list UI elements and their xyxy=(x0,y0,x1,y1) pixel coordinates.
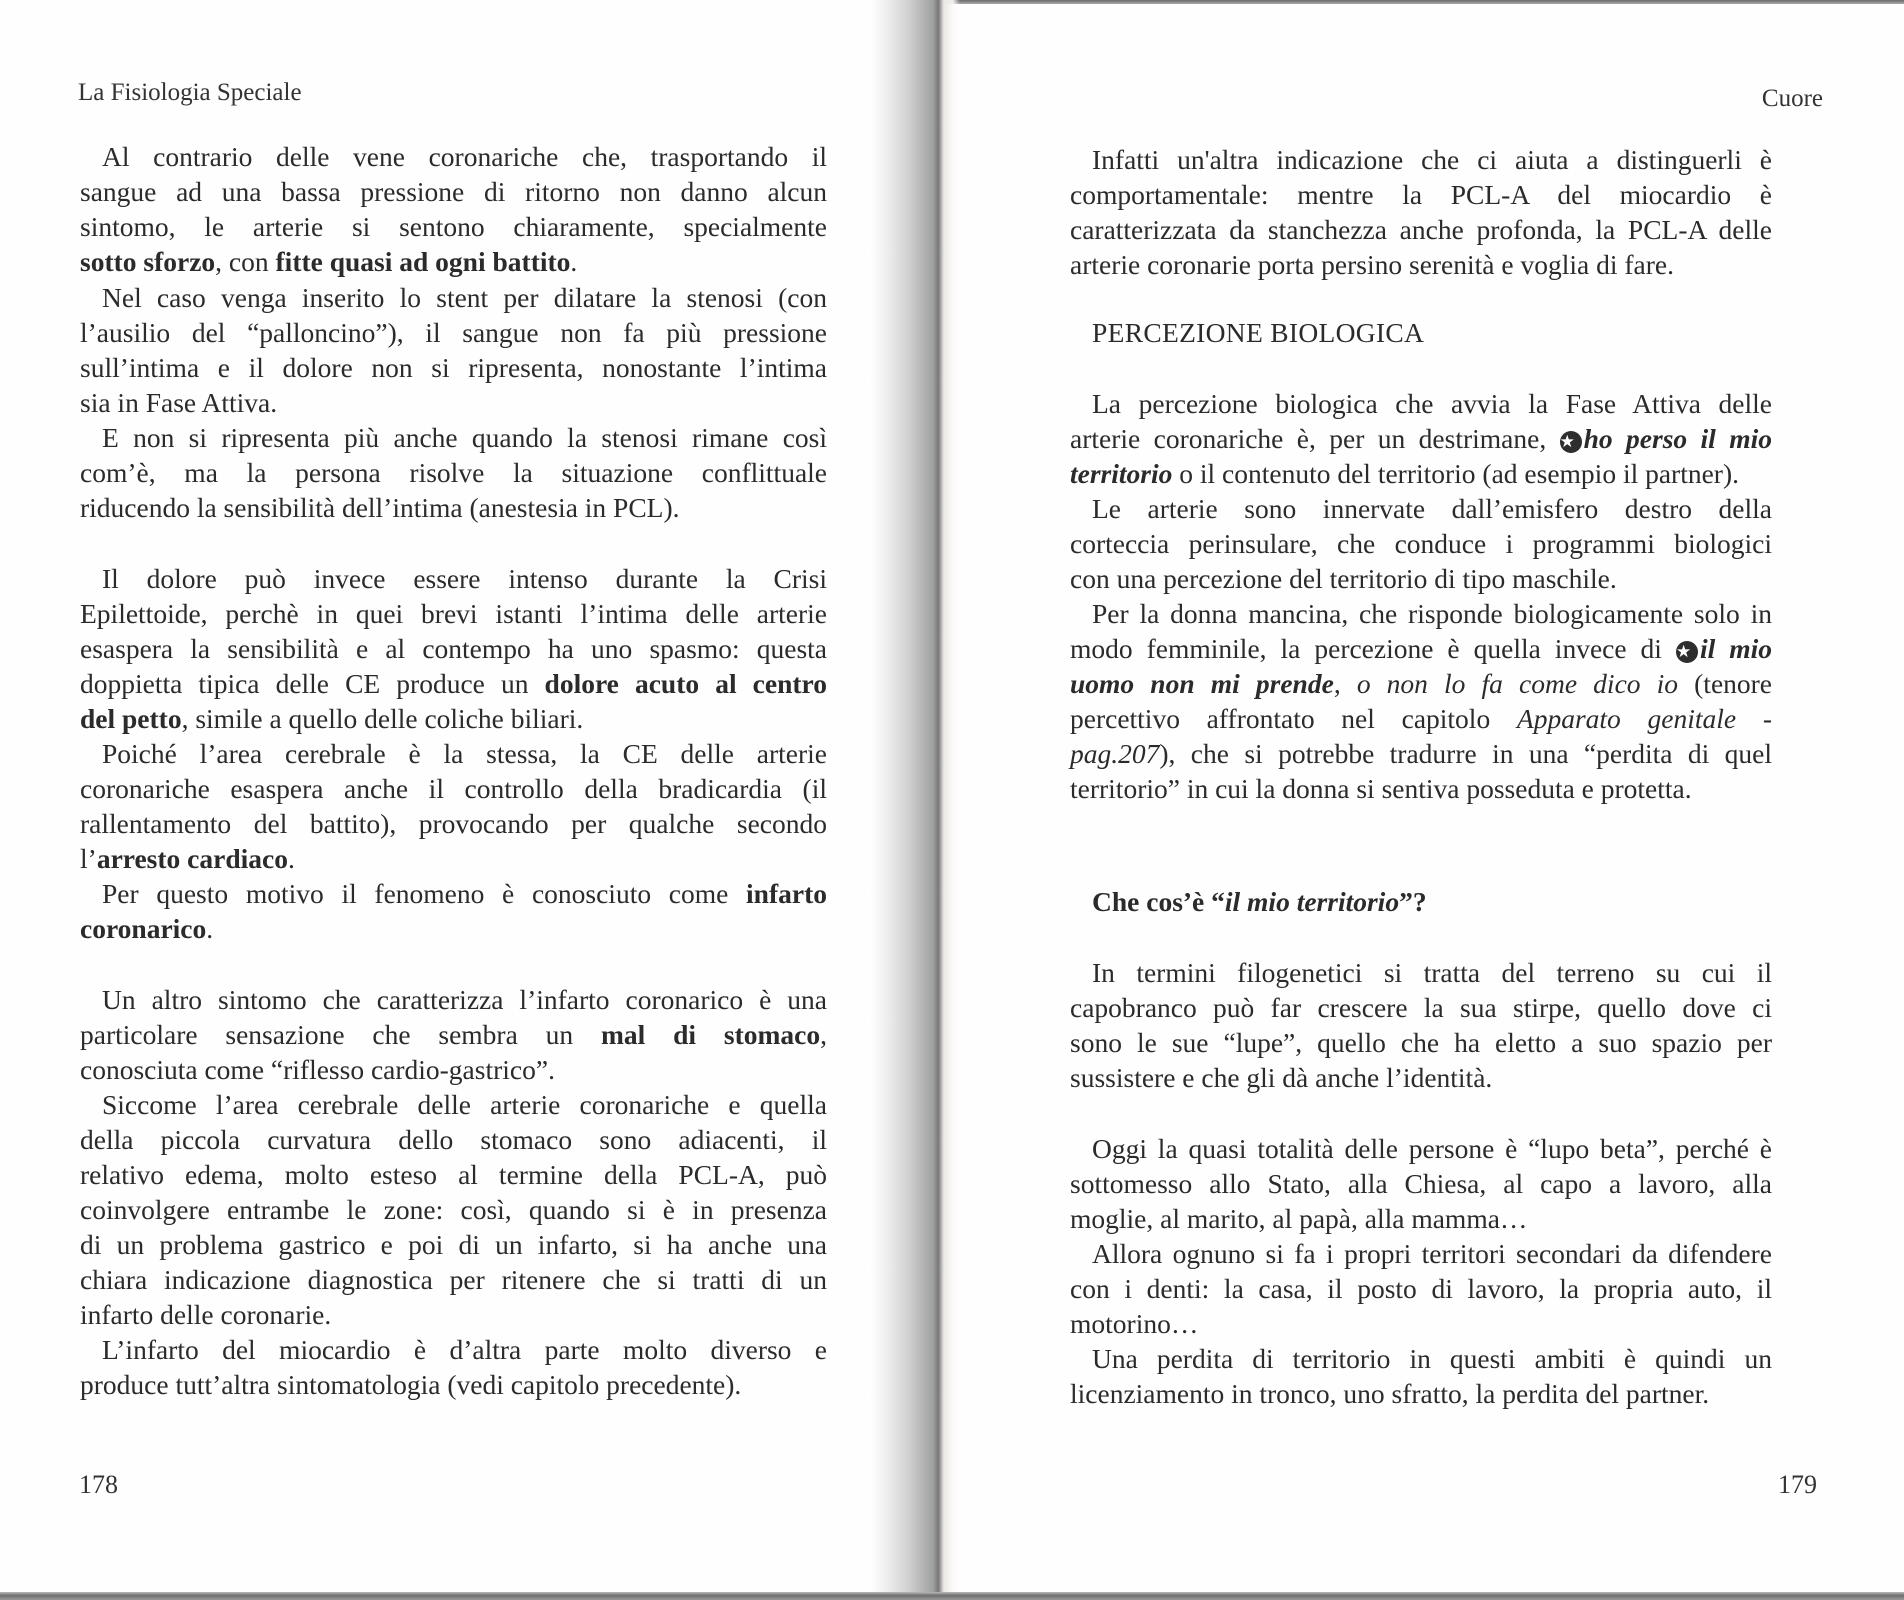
text-run: conosciuta come “riflesso cardio-gastrico”. xyxy=(80,1054,555,1085)
emphasis-text: dolore acuto al centro xyxy=(544,668,827,699)
emphasis-text: sotto sforzo xyxy=(80,246,216,277)
text-run: . xyxy=(287,843,295,874)
text-line xyxy=(80,807,827,841)
star-circle-icon: ★ xyxy=(1676,641,1698,663)
text-run: Per questo motivo il fenomeno è conosciuto come xyxy=(102,878,747,909)
text-line xyxy=(1070,178,1772,212)
text-run: comportamentale: mentre la PCL-A del miocardio è xyxy=(1070,179,1772,210)
text-run: Poiché l’area cerebrale è la stessa, la CE delle arterie xyxy=(102,738,827,769)
text-run: arterie coronariche è, per un destrimane, xyxy=(1070,423,1560,454)
text-line xyxy=(80,1368,827,1402)
emphasis-text: ”? xyxy=(1399,886,1427,917)
text-run: . xyxy=(206,913,214,944)
text-line xyxy=(1070,1132,1772,1166)
text-line xyxy=(80,421,827,455)
text-run: l’ xyxy=(80,843,97,874)
page-number-left: 178 xyxy=(79,1470,118,1499)
running-head-right: Cuore xyxy=(1761,85,1823,112)
text-run: licenziamento in tronco, uno sfratto, la perdita del partner. xyxy=(1070,1378,1710,1409)
text-run: arterie coronarie porta persino serenità e voglia di fare. xyxy=(1070,249,1674,280)
text-run: doppietta tipica delle CE produce un xyxy=(80,668,545,699)
text-run: sull’intima e il dolore non si ripresenta, nonostante l’intima xyxy=(80,352,827,383)
running-head-left: La Fisiologia Speciale xyxy=(78,79,302,106)
text-run: sangue ad una bassa pressione di ritorno non danno alcun xyxy=(80,176,827,207)
text-line xyxy=(80,597,827,631)
text-line xyxy=(80,1158,827,1192)
text-line xyxy=(1070,702,1772,736)
text-line xyxy=(1070,1026,1772,1060)
text-run: Al contrario delle vene coronariche che, trasportando il xyxy=(102,141,827,172)
text-run: ), che si potrebbe tradurre in una “perdita di quel xyxy=(1159,738,1772,769)
text-line xyxy=(80,1228,827,1262)
section-heading xyxy=(1070,316,1772,350)
emphasis-text: ho perso il mio xyxy=(1583,423,1772,454)
text-line xyxy=(1070,1237,1772,1271)
text-run: L’infarto del miocardio è d’altra parte molto diverso e xyxy=(102,1334,827,1365)
text-line xyxy=(1070,597,1772,631)
text-run: con una percezione del territorio di tipo maschile. xyxy=(1070,563,1617,594)
text-line xyxy=(1070,527,1772,561)
text-run: , xyxy=(820,1019,827,1050)
text-line xyxy=(1070,248,1772,282)
text-line xyxy=(1070,457,1772,491)
text-line xyxy=(80,1333,827,1367)
italic-text: Apparato genitale - xyxy=(1516,703,1772,734)
text-run: o il contenuto del territorio (ad esempio il partner). xyxy=(1172,458,1739,489)
text-run: l’ausilio del “palloncino”), il sangue non fa più pressione xyxy=(80,317,827,348)
text-run: sintomo, le arterie si sentono chiaramente, specialmente xyxy=(80,211,827,242)
text-line xyxy=(1070,492,1772,526)
text-run: territorio” in cui la donna si sentiva posseduta e protetta. xyxy=(1070,773,1692,804)
text-line xyxy=(80,1298,827,1332)
text-run: Oggi la quasi totalità delle persone è “lupo beta”, perché è xyxy=(1092,1133,1772,1164)
emphasis-text: del petto xyxy=(80,703,182,734)
emphasis-text: infarto xyxy=(746,878,827,909)
emphasis-text: fitte quasi ad ogni battito xyxy=(275,246,571,277)
left-page xyxy=(0,0,880,1600)
text-line xyxy=(1070,1272,1772,1306)
text-run: moglie, al marito, al papà, alla mamma… xyxy=(1070,1203,1528,1234)
text-line xyxy=(80,877,827,911)
text-line xyxy=(1070,956,1772,990)
emphasis-text: il mio territorio xyxy=(1224,886,1400,917)
page-number-right: 179 xyxy=(1778,1470,1817,1499)
emphasis-text: mal di stomaco xyxy=(600,1019,821,1050)
text-run: sottomesso allo Stato, alla Chiesa, al capo a lavoro, alla xyxy=(1070,1168,1772,1199)
text-run: E non si ripresenta più anche quando la stenosi rimane così xyxy=(102,422,827,453)
text-run: caratterizzata da stanchezza anche profonda, la PCL-A delle xyxy=(1070,214,1772,245)
text-line xyxy=(80,1053,827,1087)
star-circle-icon: ★ xyxy=(1560,431,1582,453)
text-run: della piccola curvatura dello stomaco sono adiacenti, il xyxy=(80,1124,827,1155)
text-run: (tenore xyxy=(1678,668,1773,699)
text-line xyxy=(80,175,827,209)
text-run: coronariche esaspera anche il controllo della bradicardia (il xyxy=(80,773,827,804)
text-line xyxy=(1070,213,1772,247)
book-gutter-shadow xyxy=(870,0,960,1600)
text-run: com’è, ma la persona risolve la situazione conflittuale xyxy=(80,457,827,488)
text-run: con i denti: la casa, il posto di lavoro, la propria auto, il xyxy=(1070,1273,1772,1304)
text-line xyxy=(1070,885,1772,919)
text-run: sussistere e che gli dà anche l’identità. xyxy=(1070,1062,1493,1093)
text-line xyxy=(80,1193,827,1227)
text-run: Per la donna mancina, che risponde biologicamente solo in xyxy=(1092,598,1772,629)
text-run: di un problema gastrico e poi di un infarto, si ha anche una xyxy=(80,1229,827,1260)
text-line xyxy=(1070,991,1772,1025)
text-line xyxy=(80,983,827,1017)
text-run: chiara indicazione diagnostica per ritenere che si tratti di un xyxy=(80,1264,827,1295)
text-run: rallentamento del battito), provocando per qualche secondo xyxy=(80,808,827,839)
text-run: Infatti un'altra indicazione che ci aiuta a distinguerli è xyxy=(1092,144,1772,175)
text-line xyxy=(80,1018,827,1052)
text-line xyxy=(1070,1307,1772,1341)
text-run: relativo edema, molto esteso al termine della PCL-A, può xyxy=(80,1159,827,1190)
text-run: riducendo la sensibilità dell’intima (anestesia in PCL). xyxy=(80,492,680,523)
text-line xyxy=(80,632,827,666)
text-line xyxy=(80,351,827,385)
right-page xyxy=(950,0,1904,1600)
text-line xyxy=(80,772,827,806)
text-line xyxy=(80,842,827,876)
text-line xyxy=(1070,632,1772,666)
text-run: . xyxy=(570,246,578,277)
emphasis-text: arresto cardiaco xyxy=(96,843,288,874)
text-line xyxy=(1070,562,1772,596)
text-run: Nel caso venga inserito lo stent per dilatare la stenosi (con xyxy=(102,282,827,313)
text-line xyxy=(1070,1342,1772,1376)
text-line xyxy=(1070,387,1772,421)
text-run: infarto delle coronarie. xyxy=(80,1299,332,1330)
text-line xyxy=(1070,143,1772,177)
text-run: , xyxy=(1333,668,1357,699)
text-line xyxy=(80,702,827,736)
text-run: motorino… xyxy=(1070,1308,1199,1339)
page-bottom-edge xyxy=(0,1592,1904,1600)
text-line xyxy=(80,562,827,596)
text-run: percettivo affrontato nel capitolo xyxy=(1070,703,1517,734)
text-line xyxy=(1070,1377,1772,1411)
text-line xyxy=(80,386,827,420)
text-run: La percezione biologica che avvia la Fase Attiva delle xyxy=(1092,388,1772,419)
text-run: Un altro sintomo che caratterizza l’infarto coronarico è una xyxy=(102,984,827,1015)
text-line xyxy=(1070,772,1772,806)
text-run: modo femminile, la percezione è quella invece di xyxy=(1070,633,1676,664)
text-line xyxy=(1070,1061,1772,1095)
text-run: , con xyxy=(215,246,276,277)
text-line xyxy=(80,912,827,946)
text-run: Il dolore può invece essere intenso durante la Crisi xyxy=(102,563,827,594)
text-line xyxy=(80,1123,827,1157)
text-run: PERCEZIONE BIOLOGICA xyxy=(1092,317,1425,348)
text-line xyxy=(80,667,827,701)
text-line xyxy=(1070,422,1772,456)
text-line xyxy=(80,1263,827,1297)
text-run: Siccome l’area cerebrale delle arterie coronariche e quella xyxy=(102,1089,827,1120)
text-run: Allora ognuno si fa i propri territori secondari da difendere xyxy=(1092,1238,1772,1269)
text-run: , simile a quello delle coliche biliari. xyxy=(181,703,584,734)
text-line xyxy=(1070,1167,1772,1201)
text-run: Le arterie sono innervate dall’emisfero destro della xyxy=(1092,493,1772,524)
text-run: sia in Fase Attiva. xyxy=(80,387,278,418)
text-run: In termini filogenetici si tratta del terreno su cui il xyxy=(1092,957,1772,988)
text-line xyxy=(80,140,827,174)
emphasis-text: il mio xyxy=(1699,633,1772,664)
emphasis-text: Che cos’è “ xyxy=(1092,886,1225,917)
text-line xyxy=(80,316,827,350)
text-run: produce tutt’altra sintomatologia (vedi capitolo precedente). xyxy=(80,1369,742,1400)
text-run: Epilettoide, perchè in quei brevi istanti l’intima delle arterie xyxy=(80,598,827,629)
text-run: capobranco può far crescere la sua stirpe, quello dove ci xyxy=(1070,992,1772,1023)
emphasis-text: coronarico xyxy=(80,913,207,944)
text-run: particolare sensazione che sembra un xyxy=(80,1019,601,1050)
text-line xyxy=(80,1088,827,1122)
text-line xyxy=(80,456,827,490)
text-line xyxy=(1070,1202,1772,1236)
text-line xyxy=(80,737,827,771)
emphasis-text: uomo non mi prende xyxy=(1070,668,1334,699)
text-line xyxy=(80,281,827,315)
text-line xyxy=(80,491,827,525)
text-run: Una perdita di territorio in questi ambiti è quindi un xyxy=(1092,1343,1772,1374)
text-run: coinvolgere entrambe le zone: così, quando si è in presenza xyxy=(80,1194,827,1225)
text-run: corteccia perinsulare, che conduce i programmi biologici xyxy=(1070,528,1772,559)
emphasis-text: territorio xyxy=(1070,458,1173,489)
italic-text: pag.207 xyxy=(1070,738,1160,769)
text-line xyxy=(1070,667,1772,701)
text-run: sono le sue “lupe”, quello che ha eletto a suo spazio per xyxy=(1070,1027,1772,1058)
italic-text: o non lo fa come dico io xyxy=(1356,668,1679,699)
text-line xyxy=(80,245,827,279)
text-run: esaspera la sensibilità e al contempo ha uno spasmo: questa xyxy=(80,633,827,664)
text-line xyxy=(1070,737,1772,771)
text-line xyxy=(80,210,827,244)
